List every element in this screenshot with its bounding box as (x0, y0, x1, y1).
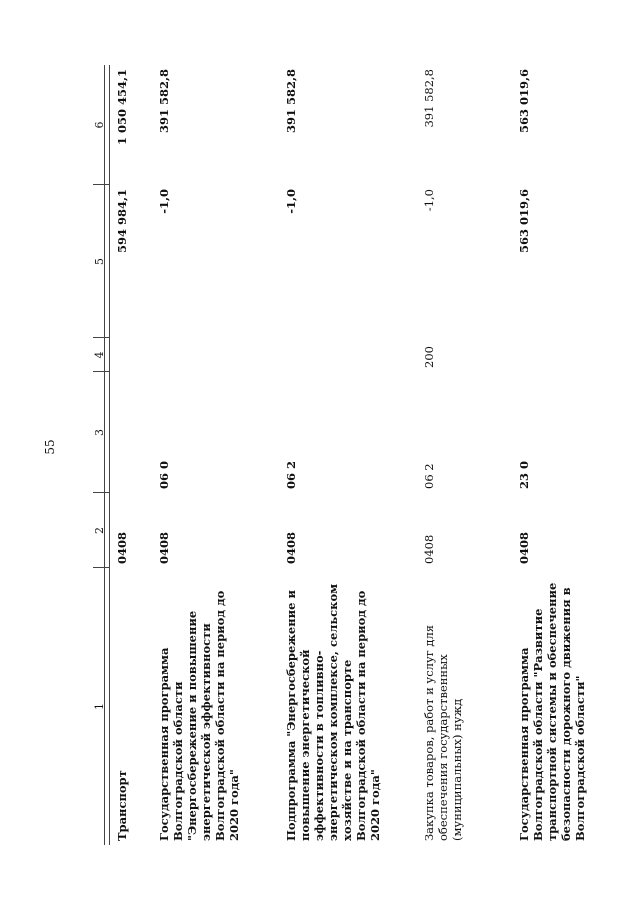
row-name: Закупка товаров, работ и услуг для обеспечения государственных (муниципальных) нужд (422, 624, 464, 841)
row-section: 0408 (284, 531, 298, 564)
row-section: 0408 (157, 531, 171, 564)
row-change: -1,0 (284, 189, 298, 214)
row-name: Государственная программа Волгоградской области "Энергосбережение и повышение энергетической эффективности Волгоградской области на период до 2020 года" (157, 590, 241, 841)
row-total: 391 582,8 (422, 69, 436, 128)
row-section: 0408 (422, 534, 436, 564)
budget-table (75, 65, 635, 845)
page-number: 55 (43, 439, 57, 455)
row-total: 391 582,8 (284, 69, 298, 134)
row-change: 594 984,1 (115, 189, 129, 254)
row-section: 0408 (517, 531, 531, 564)
row-program (113, 372, 117, 493)
col-header-3: 3 (93, 429, 106, 436)
row-change: -1,0 (157, 189, 171, 214)
row-program: 06 2 (422, 463, 436, 489)
row-total: 1 050 454,1 (115, 69, 129, 146)
row-total: 391 582,8 (157, 69, 171, 134)
row-program: 23 0 (517, 460, 531, 489)
row-expense-type (113, 338, 117, 372)
col-header-5: 5 (93, 258, 106, 265)
col-header-2: 2 (93, 527, 106, 534)
col-header-1: 1 (93, 703, 106, 710)
row-name: Подпрограмма "Энергосбережение и повышение энергетической эффективности в топливно-энергетическом комплексе, сельском хозяйстве и на транспорте Волгоградской области на период до 2020 года" (284, 583, 382, 841)
row-expense-type (515, 338, 519, 372)
row-expense-type (155, 338, 159, 372)
row-change: -1,0 (422, 189, 436, 212)
row-expense-type: 200 (422, 346, 436, 368)
row-expense-type (282, 338, 286, 372)
col-header-4: 4 (93, 351, 106, 359)
row-program: 06 0 (157, 460, 171, 489)
row-change: 563 019,6 (517, 189, 531, 254)
row-total: 563 019,6 (517, 69, 531, 134)
row-name: Транспорт (115, 770, 129, 841)
col-header-6: 6 (93, 121, 106, 129)
row-name: Государственная программа Волгоградской области "Развитие транспортной системы и обеспечение безопасности дорожного движения в Волгоградской области" (517, 582, 587, 841)
row-section: 0408 (115, 531, 129, 564)
row-program: 06 2 (284, 460, 298, 489)
